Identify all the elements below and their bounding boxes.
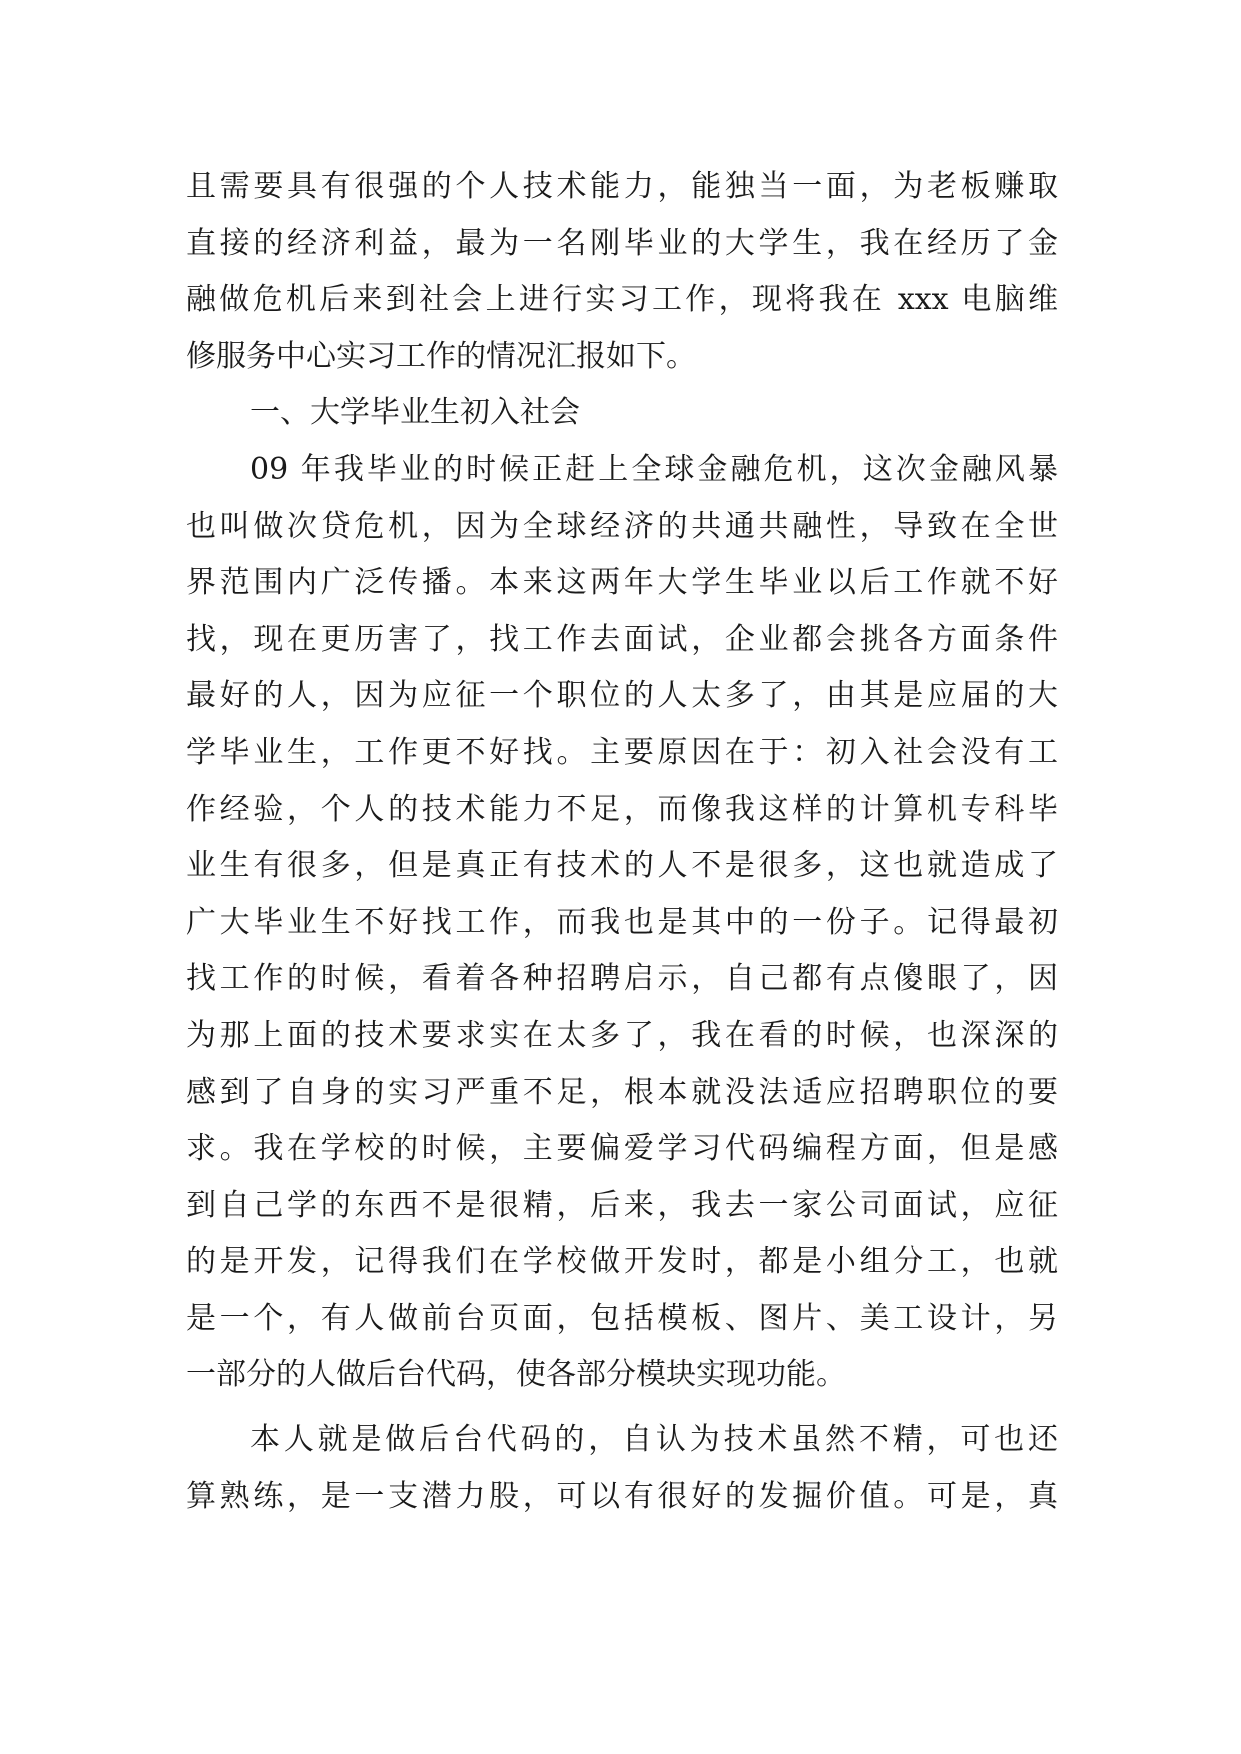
paragraph-line: 是一个，有人做前台页面，包括模板、图片、美工设计，另 bbox=[186, 1300, 1058, 1336]
paragraph-line: 本人就是做后台代码的，自认为技术虽然不精，可也还 bbox=[250, 1422, 1058, 1458]
paragraph-line: 业生有很多，但是真正有技术的人不是很多，这也就造成了 bbox=[186, 848, 1058, 884]
paragraph-line: 到自己学的东西不是很精，后来，我去一家公司面试，应征 bbox=[186, 1187, 1058, 1223]
paragraph-line: 融做危机后来到社会上进行实习工作，现将我在 xxx 电脑维 bbox=[186, 282, 1058, 318]
section-heading: 一、大学毕业生初入社会 bbox=[250, 395, 580, 431]
paragraph-line: 学毕业生，工作更不好找。主要原因在于：初入社会没有工 bbox=[186, 734, 1058, 770]
paragraph-line: 且需要具有很强的个人技术能力，能独当一面，为老板赚取 bbox=[186, 169, 1058, 204]
paragraph-line: 找工作的时候，看着各种招聘启示，自己都有点傻眼了，因 bbox=[186, 961, 1058, 997]
paragraph-gap bbox=[186, 1404, 1058, 1412]
paragraph-line: 最好的人，因为应征一个职位的人太多了，由其是应届的大 bbox=[186, 678, 1058, 714]
paragraph-line: 为那上面的技术要求实在太多了，我在看的时候，也深深的 bbox=[186, 1017, 1058, 1053]
paragraph-line: 找，现在更历害了，找工作去面试，企业都会挑各方面条件 bbox=[186, 621, 1058, 657]
paragraph-line: 的是开发，记得我们在学校做开发时，都是小组分工，也就 bbox=[186, 1244, 1058, 1280]
document-body bbox=[186, 159, 1058, 1525]
paragraph-line: 作经验，个人的技术能力不足，而像我这样的计算机专科毕 bbox=[186, 791, 1058, 827]
paragraph-line: 修服务中心实习工作的情况汇报如下。 bbox=[186, 338, 696, 374]
paragraph-line: 广大毕业生不好找工作，而我也是其中的一份子。记得最初 bbox=[186, 904, 1058, 940]
paragraph-line: 算熟练，是一支潜力股，可以有很好的发掘价值。可是，真 bbox=[186, 1478, 1058, 1514]
paragraph-line: 直接的经济利益，最为一名刚毕业的大学生，我在经历了金 bbox=[186, 225, 1058, 261]
paragraph-line: 09 年我毕业的时候正赶上全球金融危机，这次金融风暴 bbox=[250, 451, 1058, 487]
paragraph-line: 求。我在学校的时候，主要偏爱学习代码编程方面，但是感 bbox=[186, 1131, 1058, 1167]
paragraph-line: 界范围内广泛传播。本来这两年大学生毕业以后工作就不好 bbox=[186, 565, 1058, 601]
paragraph-line: 感到了自身的实习严重不足，根本就没法适应招聘职位的要 bbox=[186, 1074, 1058, 1110]
paragraph-line: 一部分的人做后台代码，使各部分模块实现功能。 bbox=[186, 1357, 846, 1393]
paragraph-line: 也叫做次贷危机，因为全球经济的共通共融性，导致在全世 bbox=[186, 508, 1058, 544]
